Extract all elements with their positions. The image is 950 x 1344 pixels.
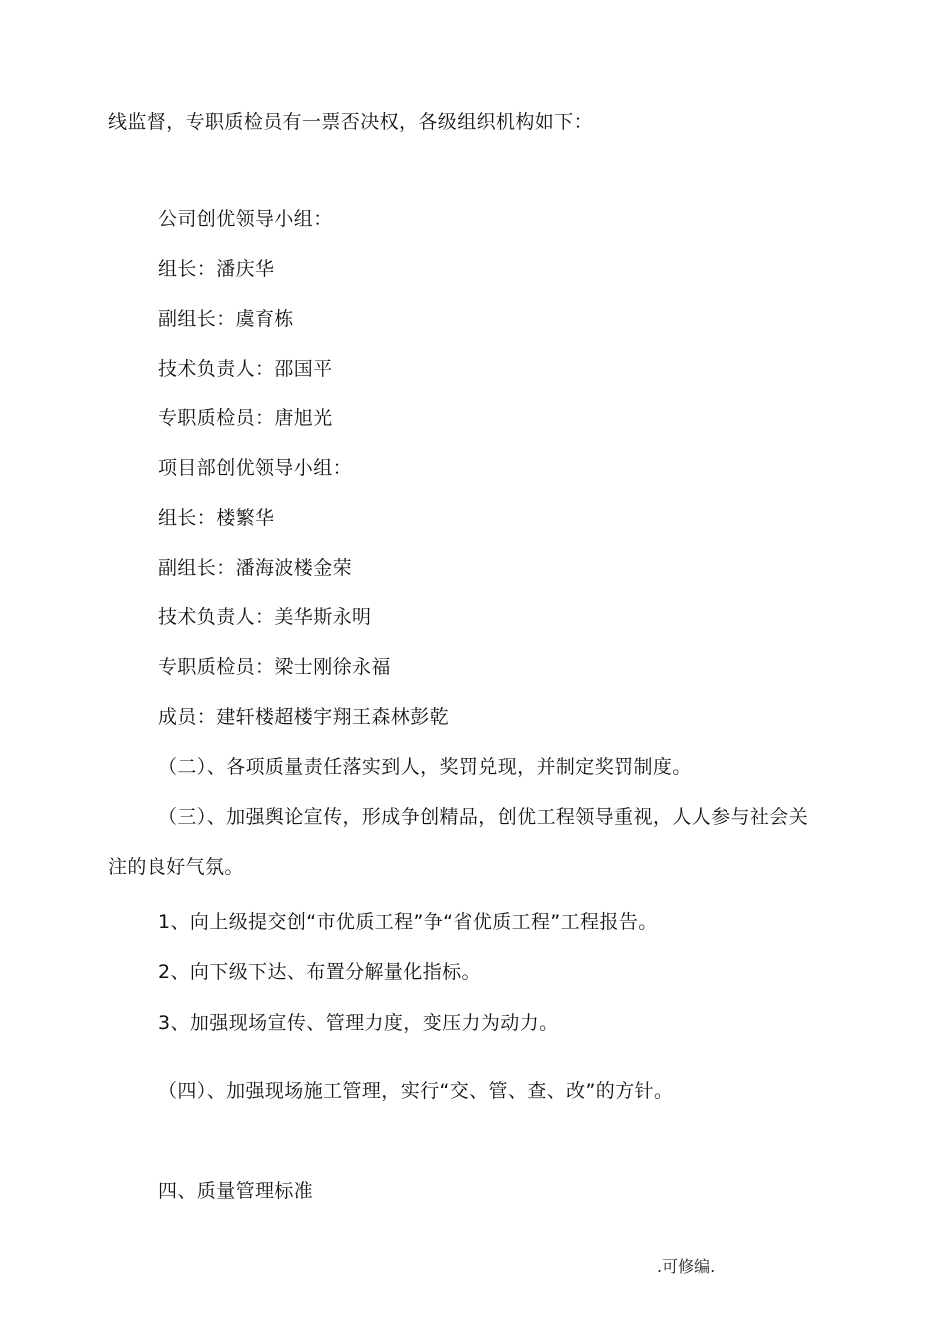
text-line: 副组长：潘海波楼金荣: [158, 557, 353, 579]
text-line: 组长：楼繁华: [158, 507, 275, 529]
text-line: 四、质量管理标准: [158, 1180, 314, 1202]
text-line: 2、向下级下达、布置分解量化指标。: [158, 961, 481, 983]
text-line: 副组长：虞育栋: [158, 308, 294, 330]
text-line: 项目部创优领导小组：: [158, 457, 353, 479]
text-line: 专职质检员：唐旭光: [158, 407, 333, 429]
text-line: （三）、加强舆论宣传，形成争创精品，创优工程领导重视，人人参与社会关: [158, 806, 809, 828]
text-line: 公司创优领导小组：: [158, 208, 333, 230]
page-footer: .可修编.: [657, 1257, 716, 1276]
text-line: 成员：建轩楼超楼宇翔王森林彭乾: [158, 706, 450, 728]
text-line: 专职质检员：梁士刚徐永福: [158, 656, 391, 678]
text-line: （四）、加强现场施工管理，实行“交、管、查、改”的方针。: [158, 1080, 674, 1102]
text-line: 组长：潘庆华: [158, 258, 275, 280]
text-line: 技术负责人：美华斯永明: [158, 606, 372, 628]
text-line: （二）、各项质量责任落实到人，奖罚兑现，并制定奖罚制度。: [158, 756, 692, 778]
text-line: 3、加强现场宣传、管理力度，变压力为动力。: [158, 1012, 559, 1034]
text-line: 注的良好气氛。: [108, 856, 244, 878]
text-line: 线监督，专职质检员有一票否决权，各级组织机构如下：: [108, 111, 594, 133]
text-line: 1、向上级提交创“市优质工程”争“省优质工程”工程报告。: [158, 911, 658, 933]
text-line: 技术负责人：邵国平: [158, 358, 333, 380]
